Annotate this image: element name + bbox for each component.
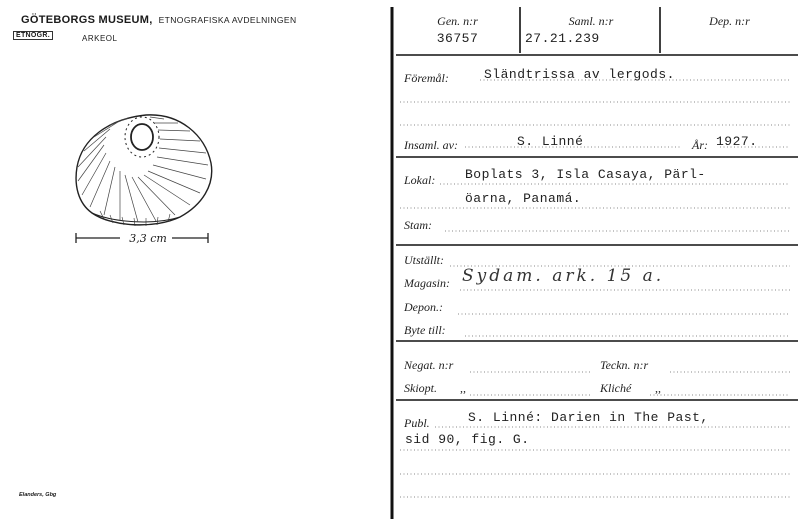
insaml-value: S. Linné — [517, 134, 584, 149]
utstallt-label: Utställt: — [404, 253, 445, 267]
ar-label: År: — [692, 138, 708, 152]
publ-label: Publ. — [404, 416, 430, 430]
museum-name: GÖTEBORGS MUSEUM, — [21, 14, 153, 26]
negat-nr-label: Negat. n:r — [404, 358, 454, 372]
skiopt-label: Skiopt. — [404, 381, 437, 395]
printer-imprint: Elanders, Gbg — [19, 492, 57, 498]
dep-nr-label: Dep. n:r — [709, 14, 750, 28]
scale-label: 3,3 cm — [129, 232, 167, 245]
insaml-label: Insaml. av: — [404, 138, 458, 152]
ar-value: 1927. — [716, 134, 758, 149]
lokal-label: Lokal: — [404, 173, 436, 187]
etnogr-stamp: ETNOGR. — [13, 32, 53, 39]
lokal-line-2: öarna, Panamá. — [465, 191, 582, 206]
section-name: ARKEOL — [82, 34, 118, 43]
publ-line-1: S. Linné: Darien in The Past, — [468, 410, 709, 425]
publ-line-2: sid 90, fig. G. — [405, 432, 530, 447]
magasin-label: Magasin: — [404, 276, 450, 290]
kliche-label: Kliché — [600, 381, 632, 395]
gen-nr-value: 36757 — [436, 31, 479, 46]
saml-nr-label: Saml. n:r — [568, 14, 614, 28]
department-name: ETNOGRAFISKA AVDELNINGEN — [158, 15, 297, 25]
stam-label: Stam: — [404, 218, 432, 232]
kliche-ditto-mark: ,, — [655, 381, 661, 395]
magasin-value-handwritten: Sydam. ark. 15 a. — [462, 266, 665, 286]
museum-header — [21, 14, 297, 26]
foremal-label: Föremål: — [404, 71, 449, 85]
saml-nr-value: 27.21.239 — [525, 31, 600, 46]
gen-nr-label: Gen. n:r — [437, 14, 478, 28]
byte-till-label: Byte till: — [404, 323, 446, 337]
lokal-line-1: Boplats 3, Isla Casaya, Pärl- — [465, 167, 706, 182]
skiopt-ditto-mark: ,, — [460, 381, 466, 395]
depon-label: Depon.: — [404, 300, 443, 314]
teckn-nr-label: Teckn. n:r — [600, 358, 649, 372]
foremal-value: Sländtrissa av lergods. — [484, 67, 675, 82]
